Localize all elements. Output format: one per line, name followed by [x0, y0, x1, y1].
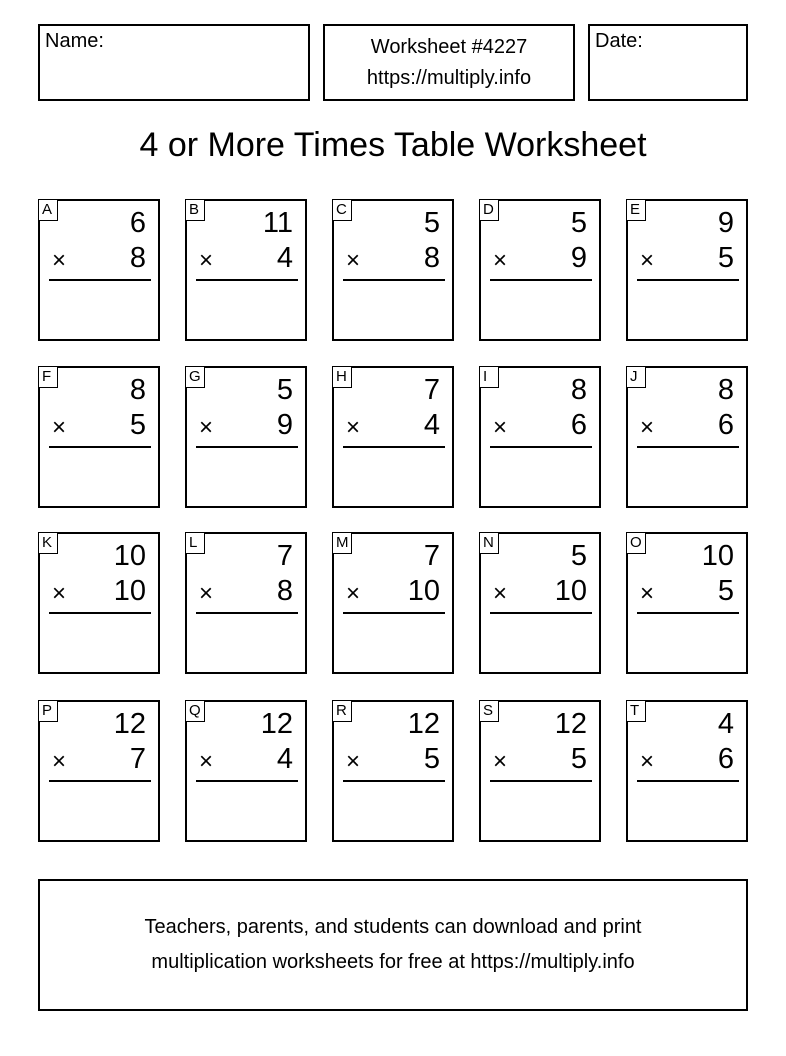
times-sign-icon: ×: [346, 414, 361, 441]
multiplier: 8: [129, 242, 146, 274]
problem-card[interactable]: [38, 199, 160, 341]
answer-rule: [343, 279, 445, 281]
problem-letter: L: [185, 532, 205, 554]
answer-rule: [343, 612, 445, 614]
multiplier: 6: [717, 409, 734, 441]
multiplicand: 5: [570, 540, 587, 572]
times-sign-icon: ×: [493, 414, 508, 441]
multiplier: 4: [423, 409, 440, 441]
answer-rule: [490, 780, 592, 782]
multiplicand: 7: [276, 540, 293, 572]
problem-letter: C: [332, 199, 352, 221]
problem-card[interactable]: [332, 199, 454, 341]
multiplicand: 12: [113, 708, 146, 740]
multiplier: 10: [113, 575, 146, 607]
answer-rule: [196, 279, 298, 281]
answer-rule: [196, 780, 298, 782]
times-sign-icon: ×: [52, 247, 67, 274]
problem-card[interactable]: [185, 700, 307, 842]
times-sign-icon: ×: [346, 247, 361, 274]
multiplier: 7: [129, 743, 146, 775]
times-sign-icon: ×: [493, 247, 508, 274]
answer-rule: [196, 612, 298, 614]
worksheet-number: Worksheet #4227: [370, 36, 528, 58]
problem-letter: R: [332, 700, 352, 722]
times-sign-icon: ×: [199, 414, 214, 441]
problem-card[interactable]: [38, 366, 160, 508]
answer-rule: [637, 279, 739, 281]
multiplicand: 12: [260, 708, 293, 740]
problem-letter: K: [38, 532, 58, 554]
problem-card[interactable]: [479, 700, 601, 842]
multiplier: 10: [554, 575, 587, 607]
multiplicand: 10: [113, 540, 146, 572]
answer-rule: [637, 612, 739, 614]
multiplier: 5: [423, 743, 440, 775]
problem-letter: G: [185, 366, 205, 388]
problem-card[interactable]: [38, 700, 160, 842]
problem-card[interactable]: [185, 199, 307, 341]
multiplier: 5: [129, 409, 146, 441]
problem-letter: O: [626, 532, 646, 554]
multiplicand: 8: [570, 374, 587, 406]
answer-rule: [343, 780, 445, 782]
multiplier: 5: [570, 743, 587, 775]
footer-box: [38, 879, 748, 1011]
times-sign-icon: ×: [640, 247, 655, 274]
answer-rule: [343, 446, 445, 448]
multiplier: 6: [570, 409, 587, 441]
times-sign-icon: ×: [640, 580, 655, 607]
multiplier: 8: [276, 575, 293, 607]
problem-letter: S: [479, 700, 499, 722]
problem-card[interactable]: [332, 700, 454, 842]
answer-rule: [49, 780, 151, 782]
problem-letter: I: [479, 366, 499, 388]
problem-letter: E: [626, 199, 646, 221]
problem-letter: J: [626, 366, 646, 388]
times-sign-icon: ×: [199, 580, 214, 607]
date-field-box[interactable]: [588, 24, 748, 101]
times-sign-icon: ×: [52, 580, 67, 607]
times-sign-icon: ×: [346, 580, 361, 607]
answer-rule: [490, 279, 592, 281]
problem-letter: H: [332, 366, 352, 388]
multiplicand: 7: [423, 374, 440, 406]
multiplicand: 12: [554, 708, 587, 740]
problem-card[interactable]: [185, 366, 307, 508]
problem-card[interactable]: [626, 366, 748, 508]
multiplicand: 7: [423, 540, 440, 572]
multiplicand: 11: [262, 207, 293, 239]
footer-line-1: Teachers, parents, and students can download and print: [144, 916, 642, 938]
answer-rule: [49, 446, 151, 448]
multiplicand: 10: [701, 540, 734, 572]
worksheet-url: https://multiply.info: [366, 67, 532, 89]
worksheet-info-box: [323, 24, 575, 101]
times-sign-icon: ×: [199, 247, 214, 274]
times-sign-icon: ×: [640, 414, 655, 441]
answer-rule: [637, 780, 739, 782]
multiplier: 5: [717, 242, 734, 274]
multiplier: 4: [276, 242, 293, 274]
multiplier: 9: [276, 409, 293, 441]
problem-letter: N: [479, 532, 499, 554]
multiplier: 5: [717, 575, 734, 607]
answer-rule: [637, 446, 739, 448]
footer-line-2: multiplication worksheets for free at https://multiply.info: [151, 951, 635, 973]
problem-letter: F: [38, 366, 58, 388]
problem-letter: B: [185, 199, 205, 221]
answer-rule: [196, 446, 298, 448]
answer-rule: [49, 612, 151, 614]
problem-letter: D: [479, 199, 499, 221]
problem-letter: Q: [185, 700, 205, 722]
problem-letter: M: [332, 532, 352, 554]
problem-card[interactable]: [185, 532, 307, 674]
answer-rule: [49, 279, 151, 281]
problem-letter: A: [38, 199, 58, 221]
problem-letter: T: [626, 700, 646, 722]
times-sign-icon: ×: [52, 748, 67, 775]
multiplier: 4: [276, 743, 293, 775]
answer-rule: [490, 446, 592, 448]
problem-card[interactable]: [332, 366, 454, 508]
times-sign-icon: ×: [493, 748, 508, 775]
problem-card[interactable]: [479, 366, 601, 508]
multiplier: 6: [717, 743, 734, 775]
times-sign-icon: ×: [346, 748, 361, 775]
times-sign-icon: ×: [493, 580, 508, 607]
multiplicand: 6: [129, 207, 146, 239]
multiplicand: 5: [423, 207, 440, 239]
problem-card[interactable]: [626, 700, 748, 842]
name-label: Name:: [45, 30, 104, 52]
multiplicand: 12: [407, 708, 440, 740]
problem-letter: P: [38, 700, 58, 722]
name-field-box[interactable]: [38, 24, 310, 101]
multiplicand: 4: [717, 708, 734, 740]
multiplier: 9: [570, 242, 587, 274]
times-sign-icon: ×: [640, 748, 655, 775]
problem-card[interactable]: [479, 532, 601, 674]
multiplier: 8: [423, 242, 440, 274]
multiplicand: 9: [717, 207, 734, 239]
problem-card[interactable]: [332, 532, 454, 674]
multiplicand: 8: [717, 374, 734, 406]
multiplicand: 5: [570, 207, 587, 239]
problem-card[interactable]: [626, 199, 748, 341]
multiplicand: 5: [276, 374, 293, 406]
times-sign-icon: ×: [52, 414, 67, 441]
date-label: Date:: [595, 30, 643, 52]
problem-card[interactable]: [479, 199, 601, 341]
problem-card[interactable]: [626, 532, 748, 674]
times-sign-icon: ×: [199, 748, 214, 775]
page-title: 4 or More Times Table Worksheet: [139, 126, 647, 164]
problem-card[interactable]: [38, 532, 160, 674]
multiplicand: 8: [129, 374, 146, 406]
answer-rule: [490, 612, 592, 614]
multiplier: 10: [407, 575, 440, 607]
